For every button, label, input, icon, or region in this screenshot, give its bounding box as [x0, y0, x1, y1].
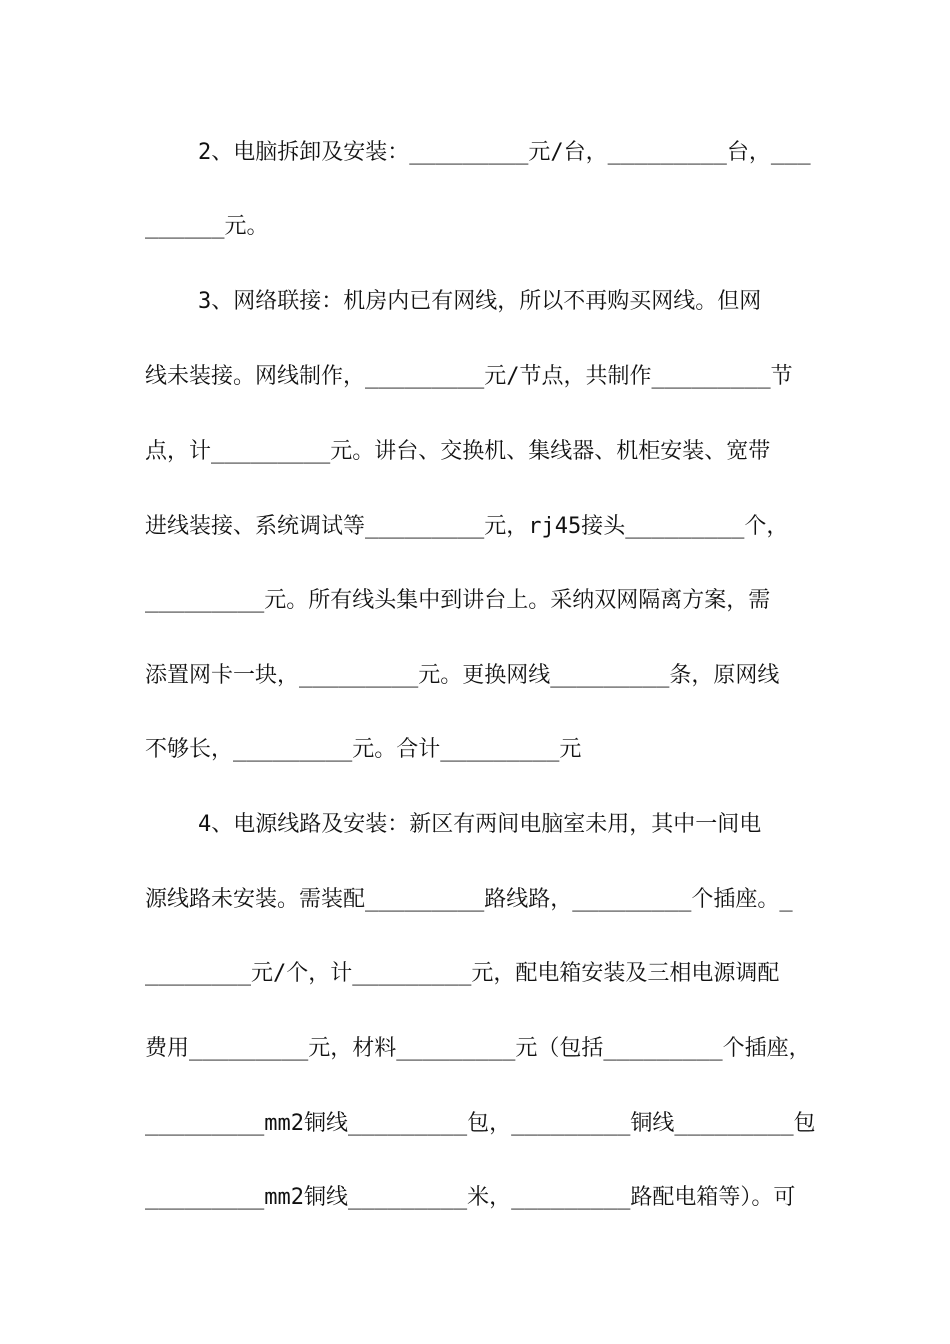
text-line: 点，计_________元。讲台、交换机、集线器、机柜安装、宽带: [145, 439, 771, 464]
text-line: 3、网络联接：机房内已有网线，所以不再购买网线。但网: [145, 289, 762, 314]
text-line: _________mm2铜线_________包，_________铜线_________包: [145, 1111, 816, 1136]
text-line: 进线装接、系统调试等_________元，rj45接头_________个，: [145, 514, 789, 539]
text-line: ______元。: [145, 214, 269, 239]
text-line: 源线路未安装。需装配_________路线路，_________个插座。_: [145, 887, 793, 912]
text-line: 添置网卡一块，_________元。更换网线_________条，原网线: [145, 663, 780, 688]
text-line: 不够长，_________元。合计_________元: [145, 737, 582, 762]
text-line: 2、电脑拆卸及安装：_________元/台，_________台，___: [145, 140, 811, 165]
text-line: ________元/个，计_________元，配电箱安装及三相电源调配: [145, 961, 780, 986]
text-line: _________元。所有线头集中到讲台上。采纳双网隔离方案，需: [145, 588, 771, 613]
text-line: _________mm2铜线_________米，_________路配电箱等）。可: [145, 1185, 796, 1210]
text-line: 4、电源线路及安装：新区有两间电脑室未用，其中一间电: [145, 812, 762, 837]
text-line: 费用_________元，材料_________元（包括_________个插座，: [145, 1036, 811, 1061]
text-line: 线未装接。网线制作，_________元/节点，共制作_________节: [145, 364, 793, 389]
